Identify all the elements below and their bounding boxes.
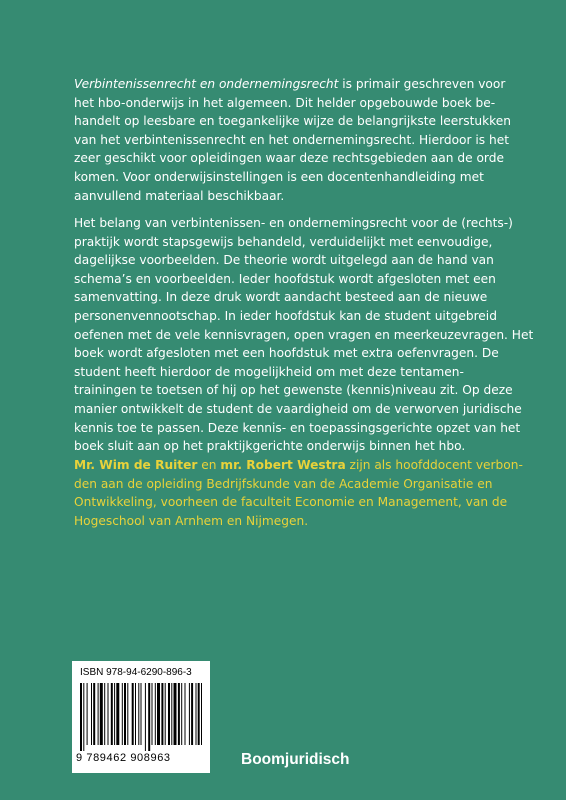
- barcode-bar: [122, 683, 123, 745]
- book-title: Verbintenissenrecht en ondernemingsrecht: [74, 77, 339, 91]
- content-line: boek wordt afgesloten met een hoofdstuk met extra oefenvragen. De: [74, 346, 499, 361]
- description-line: handelt op leesbare en toegankelijke wijze de belangrijkste leerstukken: [74, 114, 511, 129]
- barcode-digits: 9 789462 908963: [76, 752, 171, 764]
- barcode-bar: [91, 683, 92, 745]
- barcode-bar: [87, 683, 88, 745]
- content-line: samenvatting. In deze druk wordt aandacht besteed aan de nieuwe: [74, 290, 488, 305]
- content-line: student heeft hierdoor de mogelijkheid om met deze tentamen-: [74, 364, 464, 379]
- content-line: schema’s en voorbeelden. Ieder hoofdstuk wordt afgesloten met een: [74, 271, 496, 286]
- authors-line: den aan de opleiding Bedrijfskunde van de Academie Organisatie en: [74, 476, 493, 491]
- barcode-bar: [152, 683, 153, 745]
- barcode-bar: [145, 683, 146, 751]
- author-name: Mr. Wim de Ruiter: [74, 458, 198, 472]
- description-line: Verbintenissenrecht en ondernemingsrecht is primair geschreven voor: [74, 77, 506, 91]
- barcode-bar: [185, 683, 186, 745]
- barcode-bar: [148, 683, 150, 751]
- authors-line: Mr. Wim de Ruiter en mr. Robert Westra zijn als hoofddocent verbon-: [74, 458, 523, 472]
- description-line: het hbo-onderwijs in het algemeen. Dit helder opgebouwde boek be-: [74, 95, 496, 110]
- authors-line: Hogeschool van Arnhem en Nijmegen.: [74, 513, 309, 528]
- barcode-bar: [83, 683, 84, 751]
- barcode-bar: [155, 683, 156, 745]
- content-paragraph: [74, 214, 534, 456]
- content-line: manier ontwikkelt de student de vaardigheid om de verworven juridische: [74, 401, 522, 416]
- barcode-panel: [72, 661, 210, 773]
- barcode-bar: [116, 683, 119, 745]
- barcode-bar: [181, 683, 182, 745]
- description-line: zeer geschikt voor opleidingen waar deze rechtsgebieden aan de orde: [74, 151, 504, 166]
- barcode-bar: [165, 683, 166, 745]
- publisher-logo: Boomjuridisch: [241, 751, 350, 768]
- isbn-label: ISBN 978-94-6290-896-3: [80, 667, 192, 678]
- content-line: dagelijkse voorbeelden. De theorie wordt uitgelegd aan de hand van: [74, 253, 494, 268]
- barcode-bar: [168, 683, 170, 745]
- author-name: mr. Robert Westra: [220, 458, 346, 472]
- barcode-bar: [132, 683, 134, 745]
- barcode-bar: [141, 683, 142, 745]
- barcode-bar: [171, 683, 172, 745]
- barcode-bar: [100, 683, 103, 745]
- barcode-bar: [191, 683, 193, 745]
- barcode-bar: [135, 683, 136, 745]
- barcode-bar: [178, 683, 180, 745]
- authors-paragraph: [74, 456, 523, 530]
- content-line: oefenen met de vele kennisvragen, open vragen en meerkeuzevragen. Het: [74, 327, 534, 342]
- description-line: aanvullend materiaal beschikbaar.: [74, 188, 285, 203]
- barcode-bar: [98, 683, 99, 745]
- content-line: boek sluit aan op het praktijkgerichte onderwijs binnen het hbo.: [74, 439, 466, 454]
- barcode-bar: [198, 683, 200, 745]
- barcode-bar: [104, 683, 105, 745]
- barcode-bar: [196, 683, 197, 745]
- description-paragraph: [74, 75, 514, 205]
- barcode-bar: [93, 683, 95, 745]
- barcode-bar: [161, 683, 163, 745]
- barcode-bar: [157, 683, 160, 745]
- barcode-bar: [138, 683, 139, 745]
- barcode-bar: [174, 683, 177, 745]
- content-line: personenvennootschap. In ieder hoofdstuk kan de student uitgebreid: [74, 308, 497, 323]
- description-line: van het verbintenissenrecht en het ondernemingsrecht. Hierdoor is het: [74, 132, 510, 147]
- content-line: kennis toe te passen. Deze kennis- en toepassingsgerichte opzet van het: [74, 420, 521, 435]
- content-line: praktijk wordt stapsgewijs behandeld, verduidelijkt met eenvoudige,: [74, 234, 493, 249]
- content-line: trainingen te toetsen of hij op het gewenste (kennis)niveau zit. Op deze: [74, 383, 513, 398]
- barcode-bar: [108, 683, 109, 745]
- barcode-bar: [124, 683, 126, 745]
- description-line: komen. Voor onderwijsinstellingen is een docentenhandleiding met: [74, 169, 484, 184]
- barcode-bar: [114, 683, 115, 745]
- barcode-bar: [111, 683, 113, 745]
- barcode-bar: [127, 683, 128, 745]
- content-line: Het belang van verbintenissen- en ondernemingsrecht voor de (rechts-): [74, 216, 513, 230]
- barcode-icon: [78, 683, 204, 751]
- barcode-bar: [189, 683, 190, 745]
- barcode-bar: [80, 683, 82, 751]
- authors-line: Ontwikkeling, voorheen de faculteit Economie en Management, van de: [74, 495, 508, 510]
- barcode-bar: [201, 683, 202, 745]
